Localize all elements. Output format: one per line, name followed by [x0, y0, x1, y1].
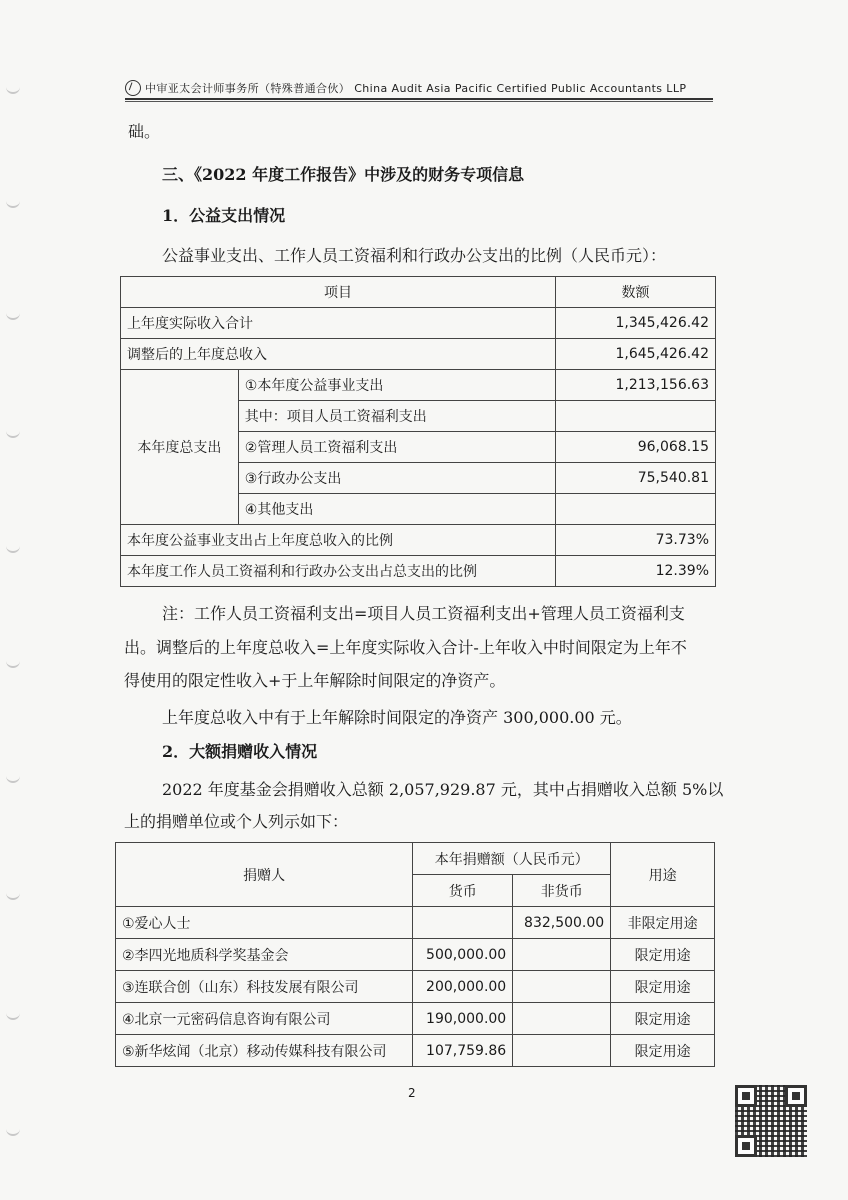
donor-name: ②李四光地质科学奖基金会	[116, 939, 413, 971]
section-title: 三、《2022 年度工作报告》中涉及的财务专项信息	[162, 165, 525, 184]
note-line: 出。调整后的上年度总收入=上年度实际收入合计-上年收入中时间限定为上年不	[124, 638, 687, 657]
page-number: 2	[408, 1086, 416, 1100]
table1-intro: 公益事业支出、工作人员工资福利和行政办公支出的比例（人民币元）：	[162, 246, 667, 265]
cash-amount: 500,000.00	[413, 939, 513, 971]
row-label: ④其他支出	[238, 494, 555, 525]
row-label: 本年度工作人员工资福利和行政办公支出占总支出的比例	[121, 556, 556, 587]
noncash-amount	[513, 939, 611, 971]
noncash-amount	[513, 1003, 611, 1035]
note-line: 上年度总收入中有于上年解除时间限定的净资产 300,000.00 元。	[162, 708, 632, 727]
table-row	[121, 525, 716, 556]
row-value: 75,540.81	[556, 463, 716, 494]
cash-amount: 107,759.86	[413, 1035, 513, 1067]
donor-name: ①爱心人士	[116, 907, 413, 939]
donation-intro: 上的捐赠单位或个人列示如下：	[124, 812, 349, 831]
header-donor: 捐赠人	[116, 843, 413, 907]
table-row	[121, 370, 716, 401]
row-value	[556, 494, 716, 525]
note-line: 注：工作人员工资福利支出=项目人员工资福利支出+管理人员工资福利支	[162, 604, 685, 623]
usage: 限定用途	[611, 971, 715, 1003]
donation-table	[115, 842, 715, 1067]
expenditure-table	[120, 276, 716, 587]
firm-name-cn: 中审亚太会计师事务所（特殊普通合伙）	[145, 82, 351, 95]
cash-amount: 200,000.00	[413, 971, 513, 1003]
binder-hole	[6, 1012, 20, 1020]
row-label: 其中：项目人员工资福利支出	[238, 401, 555, 432]
row-label: ③行政办公支出	[238, 463, 555, 494]
row-value: 1,345,426.42	[556, 308, 716, 339]
header-cash: 货币	[413, 875, 513, 907]
group-label: 本年度总支出	[121, 370, 239, 525]
firm-logo-icon	[125, 80, 141, 96]
usage: 限定用途	[611, 1035, 715, 1067]
table-row	[116, 971, 715, 1003]
row-label: 上年度实际收入合计	[121, 308, 556, 339]
binder-hole	[6, 892, 20, 900]
row-label: ②管理人员工资福利支出	[238, 432, 555, 463]
usage: 限定用途	[611, 939, 715, 971]
donor-name: ⑤新华炫闻（北京）移动传媒科技有限公司	[116, 1035, 413, 1067]
subsection-title-1: 1．公益支出情况	[162, 206, 286, 225]
row-value: 96,068.15	[556, 432, 716, 463]
usage: 非限定用途	[611, 907, 715, 939]
donation-intro: 2022 年度基金会捐赠收入总额 2,057,929.87 元，其中占捐赠收入总额 5%以	[162, 780, 724, 799]
qr-code-icon	[735, 1085, 807, 1157]
firm-name-en: China Audit Asia Pacific Certified Public Accountants LLP	[354, 81, 687, 95]
binder-hole	[6, 86, 20, 94]
noncash-amount	[513, 971, 611, 1003]
cash-amount: 190,000.00	[413, 1003, 513, 1035]
table-row	[121, 308, 716, 339]
header-rule-thin	[125, 101, 713, 102]
table-row	[121, 556, 716, 587]
binder-hole	[6, 200, 20, 208]
noncash-amount: 832,500.00	[513, 907, 611, 939]
header-noncash: 非货币	[513, 875, 611, 907]
binder-hole	[6, 1128, 20, 1136]
binder-hole	[6, 775, 20, 783]
cash-amount	[413, 907, 513, 939]
header-item: 项目	[121, 277, 556, 308]
donor-name: ④北京一元密码信息咨询有限公司	[116, 1003, 413, 1035]
table-row	[116, 939, 715, 971]
header-amount: 本年捐赠额（人民币元）	[413, 843, 611, 875]
usage: 限定用途	[611, 1003, 715, 1035]
header-amount: 数额	[556, 277, 716, 308]
row-label: 本年度公益事业支出占上年度总收入的比例	[121, 525, 556, 556]
text-fragment: 础。	[128, 122, 161, 141]
row-value: 1,645,426.42	[556, 339, 716, 370]
row-value	[556, 401, 716, 432]
table-header-row	[121, 277, 716, 308]
donor-name: ③连联合创（山东）科技发展有限公司	[116, 971, 413, 1003]
table-row	[116, 907, 715, 939]
row-value: 12.39%	[556, 556, 716, 587]
row-value: 73.73%	[556, 525, 716, 556]
binder-hole	[6, 430, 20, 438]
noncash-amount	[513, 1035, 611, 1067]
table-header-row	[116, 843, 715, 875]
note-line: 得使用的限定性收入+于上年解除时间限定的净资产。	[124, 671, 506, 690]
row-value: 1,213,156.63	[556, 370, 716, 401]
row-label: 调整后的上年度总收入	[121, 339, 556, 370]
table-row	[116, 1003, 715, 1035]
table-row	[116, 1035, 715, 1067]
binder-hole	[6, 660, 20, 668]
table-row	[121, 339, 716, 370]
header-rule	[125, 98, 713, 100]
binder-hole	[6, 545, 20, 553]
letterhead	[125, 80, 715, 96]
header-use: 用途	[611, 843, 715, 907]
row-label: ①本年度公益事业支出	[238, 370, 555, 401]
binder-hole	[6, 312, 20, 320]
subsection-title-2: 2．大额捐赠收入情况	[162, 742, 318, 761]
